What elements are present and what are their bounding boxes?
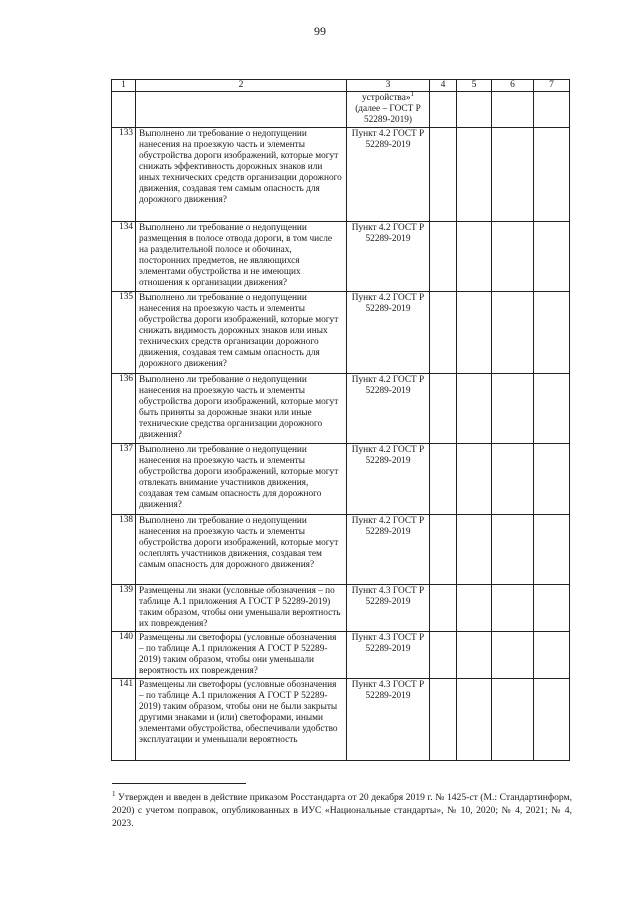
row-reference: Пункт 4.2 ГОСТ Р 52289-2019 — [347, 128, 430, 222]
cell-empty — [136, 92, 347, 128]
row-question: Выполнено ли требование о недопущении нанесения на проезжую часть и элементы обустройства дороги изображений, которые могут быть приняты за дорожные знаки или иные технические средства организации дорожного движения? — [136, 374, 347, 444]
cell-empty — [457, 585, 492, 632]
cell-empty — [457, 128, 492, 222]
cell-empty — [457, 444, 492, 515]
header-col-4: 4 — [430, 80, 457, 92]
checklist-table — [111, 79, 570, 761]
cell-empty — [430, 632, 457, 679]
row-question: Выполнено ли требование о недопущении размещения в полосе отвода дороги, в том числе на разделительной полосе и обочинах, посторонних предметов, не являющихся элементами обустройства и не имеющих отношения к организации движения? — [136, 222, 347, 292]
page-number: 99 — [314, 24, 326, 38]
row-number: 137 — [112, 444, 136, 515]
cell-empty — [534, 679, 570, 761]
cell-empty — [534, 92, 570, 128]
header-col-2: 2 — [136, 80, 347, 92]
row-question: Выполнено ли требование о недопущении нанесения на проезжую часть и элементы обустройства дороги изображений, которые могут ослеплять участников движения, создавая тем самым опасность для дорожного движения? — [136, 515, 347, 585]
row-question: Размещены ли светофоры (условные обозначения – по таблице А.1 приложения А ГОСТ Р 52289-2019) таким образом, чтобы они уменьшали вероятность их повреждения? — [136, 632, 347, 679]
cell-empty — [457, 679, 492, 761]
cell-empty — [492, 632, 534, 679]
row-number: 136 — [112, 374, 136, 444]
cell-empty — [430, 292, 457, 374]
header-col-1: 1 — [112, 80, 136, 92]
cell-empty — [430, 374, 457, 444]
row-number: 134 — [112, 222, 136, 292]
cell-empty — [492, 515, 534, 585]
row-number: 133 — [112, 128, 136, 222]
cell-empty — [492, 374, 534, 444]
cell-empty — [430, 92, 457, 128]
cell-empty — [534, 222, 570, 292]
row-reference: Пункт 4.2 ГОСТ Р 52289-2019 — [347, 292, 430, 374]
row-question: Размещены ли светофоры (условные обозначения – по таблице А.1 приложения А ГОСТ Р 52289-2019) таким образом, чтобы они не были закрыты другими знаками и (или) светофорами, иными элементами обустройства, обеспечивали удобство эксплуатации и уменьшали вероятность — [136, 679, 347, 761]
table-row — [112, 128, 570, 222]
cell-empty — [534, 374, 570, 444]
cell-empty — [534, 585, 570, 632]
table-row — [112, 444, 570, 515]
cell-empty — [112, 92, 136, 128]
header-col-7: 7 — [534, 80, 570, 92]
row-reference: Пункт 4.3 ГОСТ Р 52289-2019 — [347, 585, 430, 632]
row-reference: Пункт 4.3 ГОСТ Р 52289-2019 — [347, 632, 430, 679]
table-row — [112, 515, 570, 585]
cell-empty — [492, 679, 534, 761]
cell-empty — [457, 374, 492, 444]
cell-empty — [457, 222, 492, 292]
continuation-ref-cell — [347, 89, 430, 128]
cell-empty — [492, 128, 534, 222]
header-col-5: 5 — [457, 80, 492, 92]
row-reference: Пункт 4.3 ГОСТ Р 52289-2019 — [347, 679, 430, 761]
row-number: 140 — [112, 632, 136, 679]
continuation-ref-tail: (далее – ГОСТ Р 52289-2019) — [355, 104, 421, 125]
cell-empty — [457, 515, 492, 585]
cell-empty — [457, 92, 492, 128]
table-row — [112, 585, 570, 632]
row-reference: Пункт 4.2 ГОСТ Р 52289-2019 — [347, 444, 430, 515]
cell-empty — [430, 585, 457, 632]
cell-empty — [457, 292, 492, 374]
row-number: 138 — [112, 515, 136, 585]
continuation-row — [112, 92, 570, 128]
cell-empty — [430, 128, 457, 222]
header-col-3: 3 — [347, 80, 430, 92]
cell-empty — [534, 632, 570, 679]
table-row — [112, 632, 570, 679]
table-row — [112, 374, 570, 444]
cell-empty — [534, 292, 570, 374]
row-question: Выполнено ли требование о недопущении нанесения на проезжую часть и элементы обустройства дороги изображений, которые могут снижать видимость дорожных знаков или иных технических средств организации дорожного движения, создавая тем самым опасность для дорожного движения? — [136, 292, 347, 374]
cell-empty — [492, 444, 534, 515]
row-number: 139 — [112, 585, 136, 632]
cell-empty — [492, 292, 534, 374]
row-question: Размещены ли знаки (условные обозначения – по таблице А.1 приложения А ГОСТ Р 52289-2019) таким образом, чтобы они уменьшали вероятность их повреждения? — [136, 585, 347, 632]
cell-empty — [492, 585, 534, 632]
cell-empty — [457, 632, 492, 679]
table-row — [112, 292, 570, 374]
footnote-mark: 1 — [112, 790, 116, 798]
table-row — [112, 679, 570, 761]
cell-empty — [430, 222, 457, 292]
row-question: Выполнено ли требование о недопущении нанесения на проезжую часть и элементы обустройства дороги изображений, которые могут снижать эффективность дорожных знаков или иных технических средств организации дорожного движения, создавая тем самым опасность для дорожного движения? — [136, 128, 347, 222]
cell-empty — [430, 679, 457, 761]
footnote-text: Утвержден и введен в действие приказом Росстандарта от 20 декабря 2019 г. № 1425-ст (М.: Стандартинформ, 2020) с учетом поправок, опубликованных в ИУС «Национальные стандарты», № 10, 2020; № 4, 2021; № 4, 2023. — [112, 792, 572, 830]
row-question: Выполнено ли требование о недопущении нанесения на проезжую часть и элементы обустройства дороги изображений, которые могут отвлекать внимание участников движения, создавая тем самым опасность для дорожного движения? — [136, 444, 347, 515]
row-reference: Пункт 4.2 ГОСТ Р 52289-2019 — [347, 374, 430, 444]
row-number: 135 — [112, 292, 136, 374]
header-col-6: 6 — [492, 80, 534, 92]
footnote-divider — [112, 783, 246, 784]
cell-empty — [534, 515, 570, 585]
header-row — [112, 80, 570, 92]
row-reference: Пункт 4.2 ГОСТ Р 52289-2019 — [347, 222, 430, 292]
cell-empty — [430, 515, 457, 585]
table-row — [112, 222, 570, 292]
cell-empty — [534, 444, 570, 515]
cell-empty — [492, 222, 534, 292]
row-number: 141 — [112, 679, 136, 761]
continuation-ref: устройства» — [362, 93, 411, 103]
footnote — [112, 788, 572, 830]
cell-empty — [430, 444, 457, 515]
row-reference: Пункт 4.2 ГОСТ Р 52289-2019 — [347, 515, 430, 585]
cell-empty — [534, 128, 570, 222]
footnote-mark: 1 — [410, 89, 414, 98]
cell-empty — [492, 92, 534, 128]
